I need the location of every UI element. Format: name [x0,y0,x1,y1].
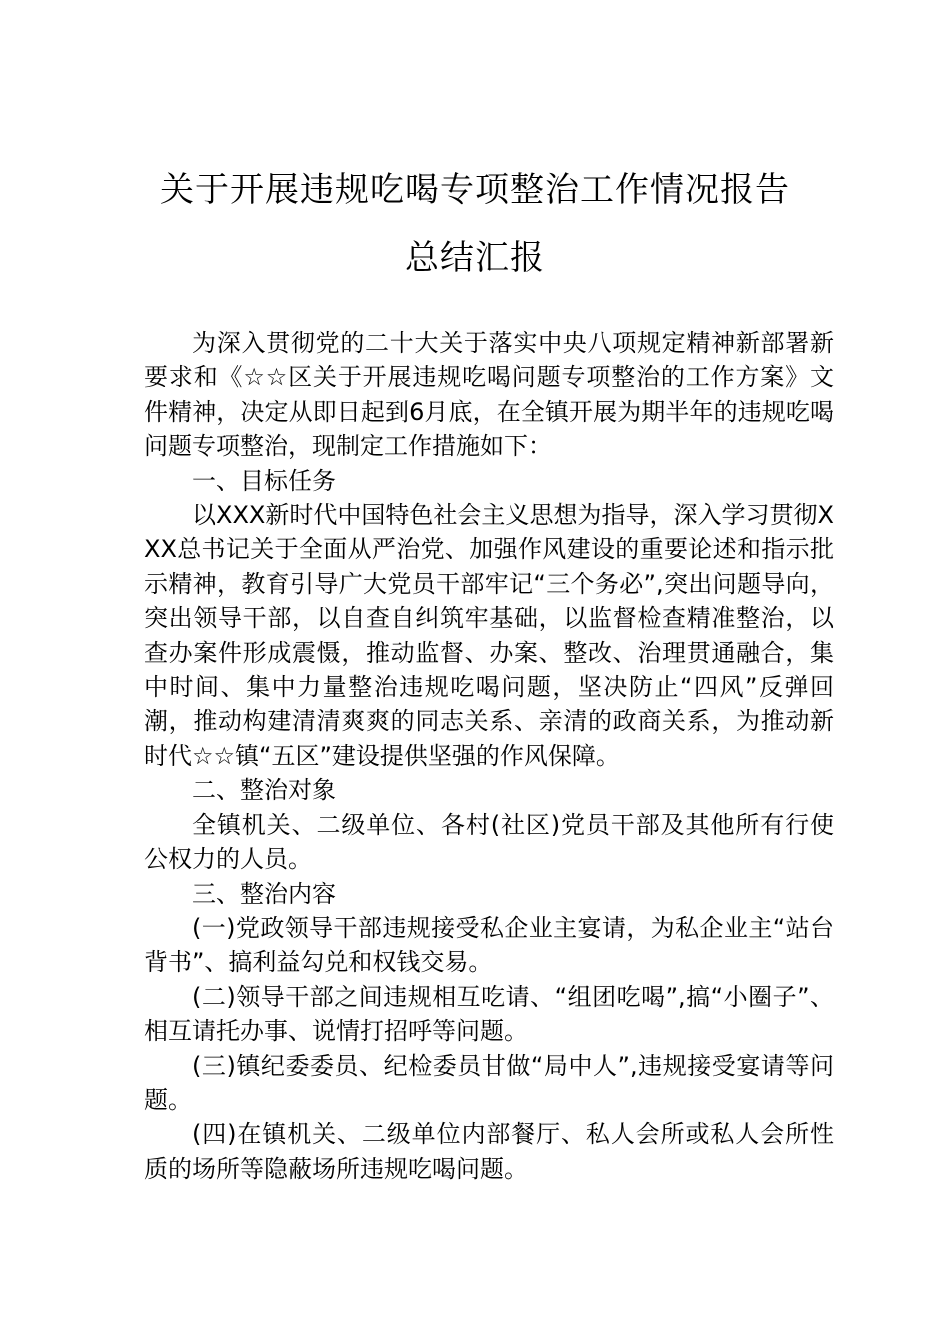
document-title-line2: 总结汇报 [405,238,545,278]
document-title-line1: 关于开展违规吃喝专项整治工作情况报告 [160,170,790,210]
content-item-3: (三)镇纪委委员、纪检委员甘做“局中人”,违规接受宴请等问题。 [144,1051,834,1114]
content-item-2: (二)领导干部之间违规相互吃请、“组团吃喝”,搞“小圈子”、相互请托办事、说情打招呼等问题。 [144,982,834,1046]
content-item-1: (一)党政领导干部违规接受私企业主宴请，为私企业主“站台背书”、搞利益勾兑和权钱交易。 [144,913,834,977]
document-body [144,326,834,1186]
section-heading-targets: 二、整治对象 [192,776,336,805]
intro-paragraph: 为深入贯彻党的二十大关于落实中央八项规定精神新部署新要求和《☆☆区关于开展违规吃喝问题专项整治的工作方案》文件精神，决定从即日起到6月底，在全镇开展为期半年的违规吃喝问题专项整治，现制定工作措施如下： [144,329,834,461]
content-item-4: (四)在镇机关、二级单位内部餐厅、私人会所或私人会所性质的场所等隐蔽场所违规吃喝问题。 [144,1120,834,1183]
goals-paragraph: 以XXX新时代中国特色社会主义思想为指导，深入学习贯彻XXX总书记关于全面从严治党、加强作风建设的重要论述和指示批示精神，教育引导广大党员干部牢记“三个务必”,突出问题导向，突出领导干部，以自查自纠筑牢基础，以监督检查精准整治，以查办案件形成震慑，推动监督、办案、整改、治理贯通融合，集中时间、集中力量整治违规吃喝问题，坚决防止“四风”反弹回潮，推动构建清清爽爽的同志关系、亲清的政商关系，为推动新时代☆☆镇“五区”建设提供坚强的作风保障。 [144,501,834,770]
section-heading-goals: 一、目标任务 [192,466,336,495]
targets-paragraph: 全镇机关、二级单位、各村(社区)党员干部及其他所有行使公权力的人员。 [144,810,834,874]
section-heading-content: 三、整治内容 [192,879,336,908]
